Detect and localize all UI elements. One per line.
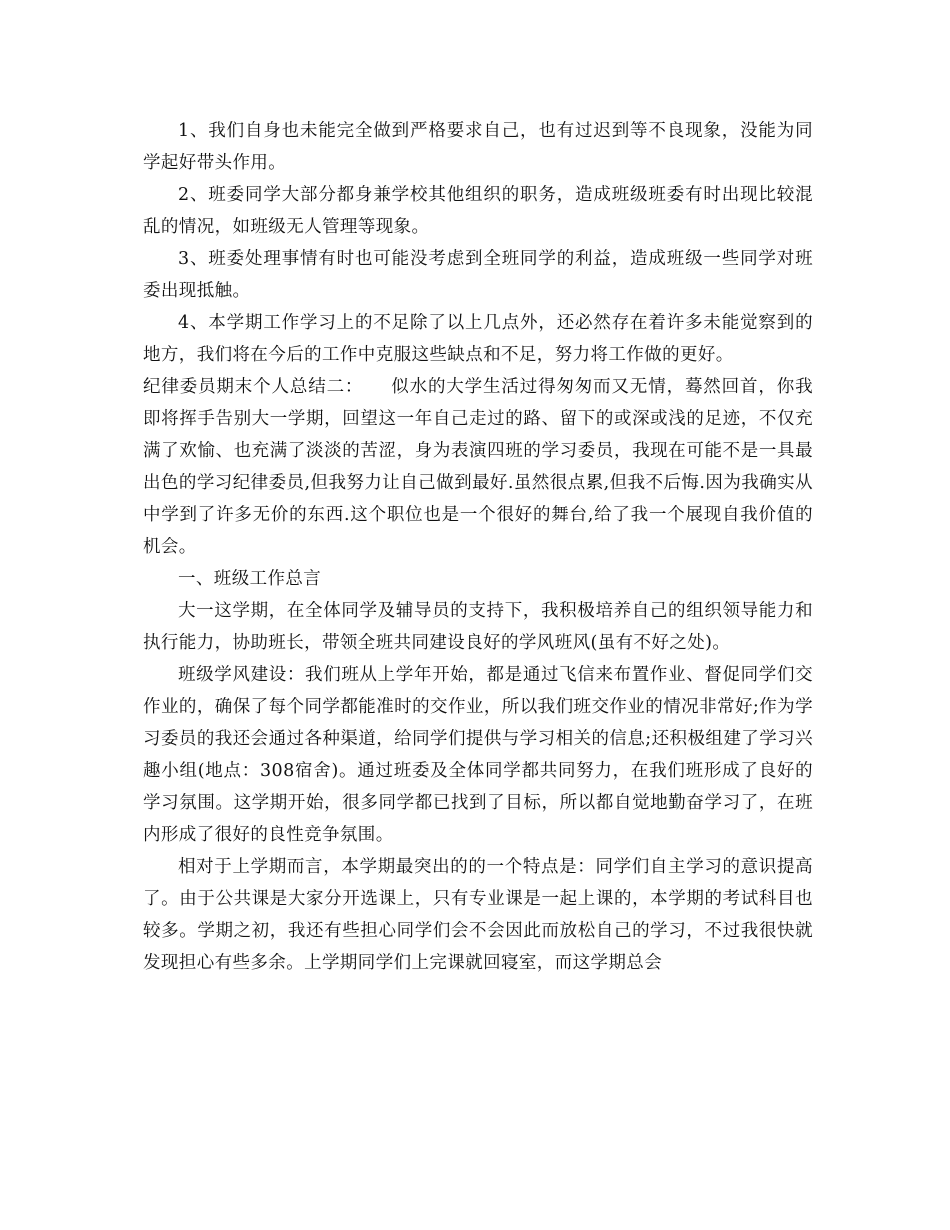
document-page (143, 115, 813, 979)
paragraph-2: 2、班委同学大部分都身兼学校其他组织的职务，造成班级班委有时出现比较混乱的情况，如班级无人管理等现象。 (143, 185, 813, 237)
paragraph-1: 1、我们自身也未能完全做到严格要求自己，也有过迟到等不良现象，没能为同学起好带头作用。 (143, 121, 813, 173)
paragraph-3: 3、班委处理事情有时也可能没考虑到全班同学的利益，造成班级一些同学对班委出现抵触。 (143, 249, 813, 301)
paragraph-7: 班级学风建设：我们班从上学年开始，都是通过飞信来布置作业、督促同学们交作业的，确保了每个同学都能准时的交作业，所以我们班交作业的情况非常好;作为学习委员的我还会通过各种渠道，给同学们提供与学习相关的信息;还积极组建了学习兴趣小组(地点：308宿舍)。通过班委及全体同学都共同努力，在我们班形成了良好的学习氛围。这学期开始，很多同学都已找到了目标，所以都自觉地勤奋学习了，在班内形成了很好的良性竞争氛围。 (143, 665, 813, 845)
paragraph-8: 相对于上学期而言，本学期最突出的的一个特点是：同学们自主学习的意识提高了。由于公共课是大家分开选课上，只有专业课是一起上课的，本学期的考试科目也较多。学期之初，我还有些担心同学们会不会因此而放松自己的学习，不过我很快就发现担心有些多余。上学期同学们上完课就回寝室，而这学期总会 (143, 857, 813, 973)
paragraph-4: 4、本学期工作学习上的不足除了以上几点外，还必然存在着许多未能觉察到的地方，我们将在今后的工作中克服这些缺点和不足，努力将工作做的更好。 (143, 313, 813, 365)
paragraph-5: 纪律委员期末个人总结二： 似水的大学生活过得匆匆而又无情，蓦然回首，你我即将挥手告别大一学期，回望这一年自己走过的路、留下的或深或浅的足迹，不仅充满了欢愉、也充满了淡淡的苦涩，身为表演四班的学习委员，我现在可能不是一具最出色的学习纪律委员,但我努力让自己做到最好.虽然很点累,但我不后悔.因为我确实从中学到了许多无价的东西.这个职位也是一个很好的舞台,给了我一个展现自我价值的机会。 (143, 377, 813, 557)
section-heading: 一、班级工作总言 (178, 569, 322, 589)
paragraph-6: 大一这学期，在全体同学及辅导员的支持下，我积极培养自己的组织领导能力和执行能力，协助班长，带领全班共同建设良好的学风班风(虽有不好之处)。 (143, 601, 813, 653)
